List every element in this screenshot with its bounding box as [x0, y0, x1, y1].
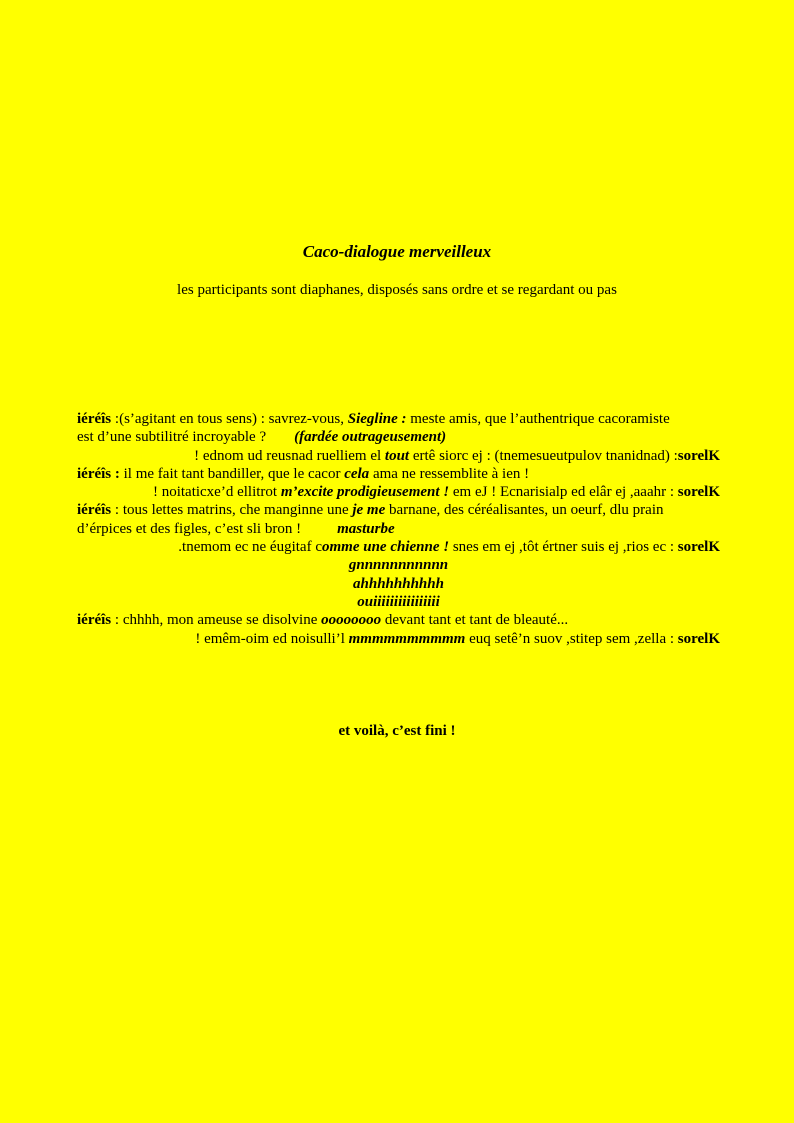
line-text: ! noitaticxe’d ellitrot [152, 484, 281, 501]
speaker-name: iéréîs [77, 612, 112, 629]
line-text: ama ne ressemblite à ien ! [369, 465, 530, 482]
dialogue-line [77, 465, 720, 483]
line-text: il me fait tant bandiller, que le cacor [119, 465, 345, 482]
speaker-name: sorelK [677, 539, 720, 556]
line-text: euq setê’n suov ,stitep sem ,zella : [465, 630, 678, 647]
line-text: meste amis, que l’authentrique cacoramiste [406, 411, 670, 427]
page-title: Caco-dialogue merveilleux [302, 242, 492, 261]
dialogue-line [77, 447, 720, 465]
emphasis-text: Siegline : [347, 411, 407, 427]
closing-line: et voilà, c’est fini ! [338, 723, 456, 739]
line-text: barnane, des céréalisantes, un oeurf, dlu prain [385, 502, 664, 519]
emphasis-text: gnnnnnnnnnnn [348, 557, 449, 574]
line-text: devant tant et tant de bleauté... [381, 612, 569, 629]
emphasis-text: oooooooo [321, 612, 382, 629]
emphasis-text: masturbe [337, 520, 395, 537]
line-text: est d’une subtilitré incroyable ? [77, 429, 267, 446]
emphasis-text: ahhhhhhhhhh [353, 575, 444, 592]
emphasis-text: m’excite prodigieusement ! [280, 484, 450, 501]
dialogue-line [77, 428, 720, 446]
line-text: em eJ ! Ecnarisialp ed elâr ej ,aaahr : [449, 484, 678, 501]
speaker-name: iéréîs [77, 502, 112, 519]
dialogue-line [77, 556, 720, 574]
line-text: : chhhh, mon ameuse se disolvine [111, 612, 322, 629]
emphasis-text: ouiiiiiiiiiiiiiiii [357, 593, 440, 610]
stage-direction: (fardée outrageusement) [294, 429, 447, 446]
page-subtitle: les participants sont diaphanes, disposés sans ordre et se regardant ou pas [177, 282, 617, 298]
emphasis-text: cela [344, 465, 370, 482]
line-text: :(s’agitant en tous sens) : savrez-vous, [111, 411, 348, 427]
dialogue-line [77, 501, 720, 519]
speaker-name: iéréîs [77, 411, 112, 427]
emphasis-text: tout [384, 447, 410, 464]
dialogue-line [77, 538, 720, 556]
dialogue-line [77, 520, 720, 538]
dialogue-line [77, 611, 720, 629]
dialogue-body [77, 410, 720, 648]
emphasis-text: mmmmmmmmmm [348, 630, 466, 647]
line-text: ! emêm-oim ed noisulli’l [195, 630, 349, 647]
line-text: ! ednom ud reusnad ruelliem el [194, 447, 385, 464]
dialogue-line [77, 593, 720, 611]
emphasis-text: omme une chienne ! [321, 539, 450, 556]
speaker-name: sorelK [677, 630, 720, 647]
line-text: d’érpices et des figles, c’est sli bron ! [77, 520, 302, 537]
dialogue-line [77, 483, 720, 501]
dialogue-line [77, 630, 720, 648]
speaker-name: sorelK [677, 447, 720, 464]
speaker-name: iéréîs : [77, 465, 120, 482]
line-text: : tous lettes matrins, che manginne une [111, 502, 353, 519]
dialogue-line [77, 410, 720, 428]
speaker-name: sorelK [677, 484, 720, 501]
dialogue-line [77, 575, 720, 593]
line-text: .tnemom ec ne éugitaf c [178, 539, 322, 556]
line-text: snes em ej ,tôt értner suis ej ,rios ec : [449, 539, 678, 556]
line-text: ertê siorc ej : (tnemesueutpulov tnanidnad) : [409, 447, 678, 464]
emphasis-text: je me [352, 502, 386, 519]
